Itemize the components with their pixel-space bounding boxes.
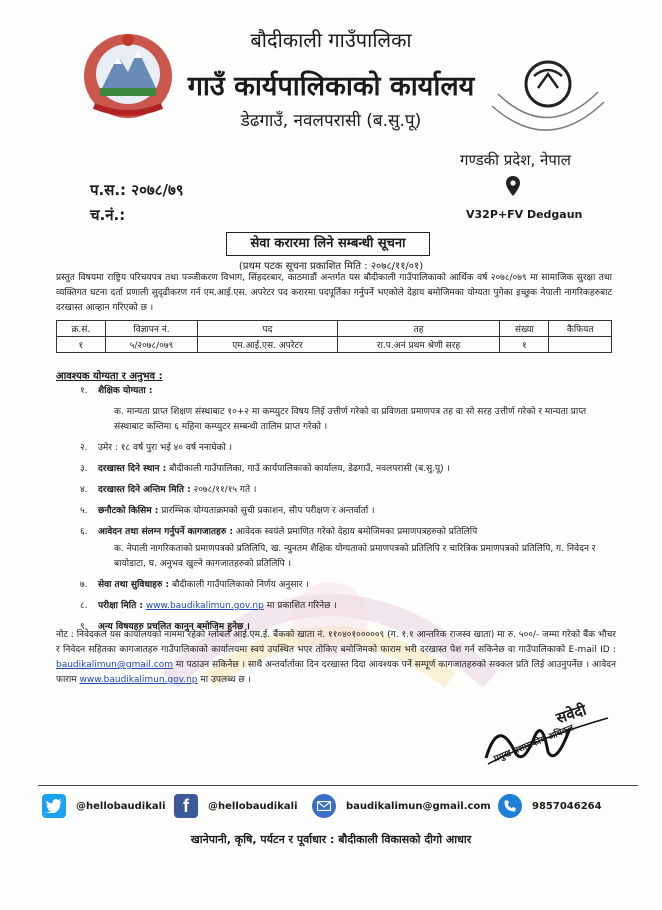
notice-title: सेवा करारमा लिने सम्बन्धी सूचना bbox=[226, 232, 430, 256]
email-icon bbox=[312, 794, 336, 818]
twitter-contact[interactable]: @hellobaudikali bbox=[42, 793, 166, 819]
cell-remarks bbox=[549, 337, 612, 353]
patra-sankhya: प.स.: २०७८/७९ bbox=[90, 181, 184, 199]
cell-post: एम.आई.एस. अपरेटर bbox=[198, 337, 338, 353]
facebook-contact[interactable]: f @hellobaudikali bbox=[174, 793, 298, 819]
list-item: ८. परीक्षा मिति : www.baudikalimun.gov.np मा प्रकाशित गरिनेछ । bbox=[80, 601, 337, 611]
documents-detail: क. नेपाली नागरिकताको प्रमाणपत्रको प्रतिलिपि, ख. न्युनतम शैक्षिक योग्यताको प्रमाणपत्रको प्रतिलिपि र चारित्रिक प्रमाणपत्रको प्रतिलिपि, ग. निवेदन र बायोडाटा, घ. अनुभव खुल्ने कागजातहरुको प्रतिलिपि । bbox=[114, 544, 596, 569]
form-website-link[interactable]: www.baudikalimun.gov.np bbox=[79, 675, 198, 685]
phone-contact[interactable]: 9857046264 bbox=[498, 793, 602, 819]
requirements-heading: आवश्यक योग्यता र अनुभव : bbox=[56, 371, 163, 382]
cell-sn: १ bbox=[57, 337, 106, 353]
footer-divider bbox=[38, 785, 638, 786]
facebook-icon: f bbox=[174, 794, 198, 818]
list-item: ३. दरखास्त दिने स्थान : बौदीकाली गाउँपालिका, गाउँ कार्यपालिकाको कार्यालय, डेढगाउँ, नवलपरासी (ब.सु.पू) । bbox=[80, 464, 450, 474]
publish-date: (प्रथम पटक सूचना प्रकाशित मिति : २०७८/११/०१) bbox=[238, 261, 424, 272]
cell-ad-no: ५/२०७८/०७९ bbox=[105, 337, 197, 353]
location-pin-icon bbox=[506, 176, 520, 196]
footer-slogan: खानेपानी, कृषि, पर्यटन र पूर्वाधार : बौदीकाली विकासको दीगो आधार bbox=[190, 833, 472, 846]
municipality-name: बौदीकाली गाउँपालिका bbox=[250, 28, 412, 52]
list-item: १. शैक्षिक योग्यता : bbox=[80, 386, 153, 396]
signature-name: सवेदी bbox=[553, 700, 589, 728]
office-address: डेढगाउँ, नवलपरासी (ब.सु.पू) bbox=[240, 111, 422, 131]
vacancy-table bbox=[56, 320, 612, 353]
col-ad-no: विज्ञापन नं. bbox=[105, 321, 197, 337]
signature-role: प्रमुख प्रशासकीय अधिकृत bbox=[492, 723, 576, 765]
note-paragraph: नोट : निवेदकले यस कार्यालयको नाममा रहेको ग्लोबल आई.एम.ई. बैंकको खाता नं. ११०४०१०००००९ (ग. १.१ आन्तरिक राजस्व खाता) मा रु. ५००/- जम्मा गरेको बैंक भौचर र निवेदन सहितका कागजातहरु गाउँपालिकाको कार्यालयमा स्वयं उपस्थित भएर तोकिए बमोजिमको फाराम भरी दरखास्त पेश गर्न सकिनेछ वा गाउँपालिकाको E-mail ID : baudikalimun@gmail.com मा पठाउन सकिनेछ । साथै अन्तर्वार्ताका दिन दरखास्त दिदा आवश्यक पर्ने सम्पूर्ण कागजातहरुको सक्कल प्रति लिई आउनुपर्नेछ । आवेदन फाराम www.baudikalimun.gov.np मा उपलब्ध छ । bbox=[56, 630, 616, 685]
twitter-icon bbox=[42, 794, 66, 818]
list-item: ७. सेवा तथा सुविधाहरु : बौदीकाली गाउँपालिकाको निर्णय अनुसार । bbox=[80, 580, 309, 590]
col-count: संख्या bbox=[500, 321, 549, 337]
col-remarks: कैफियत bbox=[549, 321, 612, 337]
table-row bbox=[57, 337, 612, 353]
office-name: गाउँ कार्यपालिकाको कार्यालय bbox=[187, 71, 475, 102]
plus-code: V32P+FV Dedgaun bbox=[466, 208, 583, 221]
list-item: ६. आवेदन तथा संलग्न गर्नुपर्ने कागजातहरु : आवेदक स्वयंले प्रमाणित गरेको देहाय बमोजिमका प्रमाणपत्रहरुको प्रतिलिपि bbox=[80, 527, 478, 537]
col-sn: क्र.सं. bbox=[57, 321, 106, 337]
cell-level: रा.प.अनं प्रथम श्रेणी सरह bbox=[337, 337, 499, 353]
notice-intro: प्रस्तुत विषयमा राष्ट्रिय परिचयपत्र तथा पञ्जीकरण विभाग, सिंहदरबार, काठमाडौं अन्तर्गत यस बौदीकाली गाउँपालिकाको आर्थिक वर्ष २०७८/०७९ मा सामाजिक सुरक्षा तथा व्यक्तिगत घटना दर्ता प्रणाली सुदृढीकरण गर्न एम.आई.एस. अपरेटर पद करारमा पदपूर्तिका गर्नुपर्ने भएकोले देहाय बमोजिमका योग्यता पुगेका इच्छुक नेपाली नागरिकहरुबाट दरखास्त आव्हान गरिएको छ । bbox=[56, 273, 612, 313]
col-level: तह bbox=[337, 321, 499, 337]
list-item: ९. अन्य विषयहरु प्रचलित कानुन बमोजिम हुनेछ । bbox=[80, 622, 250, 632]
phone-icon bbox=[498, 794, 522, 818]
email-contact[interactable]: baudikalimun@gmail.com bbox=[312, 793, 491, 819]
list-item: ४. दरखास्त दिने अन्तिम मिति : २०७८/११/१५ गते । bbox=[80, 485, 257, 495]
list-item: ५. छनौटको किसिम : प्रारम्भिक योग्यताक्रमको सुची प्रकाशन, सीप परीक्षण र अन्तर्वार्ता । bbox=[80, 506, 375, 516]
cell-count: १ bbox=[500, 337, 549, 353]
list-item: २. उमेर : १८ वर्ष पुरा भई ४० वर्ष ननाघेको । bbox=[80, 443, 233, 453]
table-header-row bbox=[57, 321, 612, 337]
education-detail: क. मान्यता प्राप्त शिक्षण संस्थाबाट १०+२ मा कम्प्युटर विषय लिई उत्तीर्ण गरेको वा प्रविणता प्रमाणपत्र तह वा सो सरह उत्तीर्ण गरेको र मान्यता प्राप्त संस्थाबाट कम्तिमा ६ महिना कम्प्युटर सम्बन्धी तालिम प्राप्त गरेको । bbox=[114, 407, 587, 432]
email-link[interactable]: baudikalimun@gmail.com bbox=[56, 660, 173, 670]
chalani-number: च.नं.: bbox=[90, 206, 126, 224]
office-seal-icon bbox=[478, 46, 618, 156]
exam-website-link[interactable]: www.baudikalimun.gov.np bbox=[145, 601, 264, 611]
requirements-list bbox=[80, 384, 616, 641]
col-post: पद bbox=[198, 321, 338, 337]
province-text: गण्डकी प्रदेश, नेपाल bbox=[460, 151, 571, 169]
